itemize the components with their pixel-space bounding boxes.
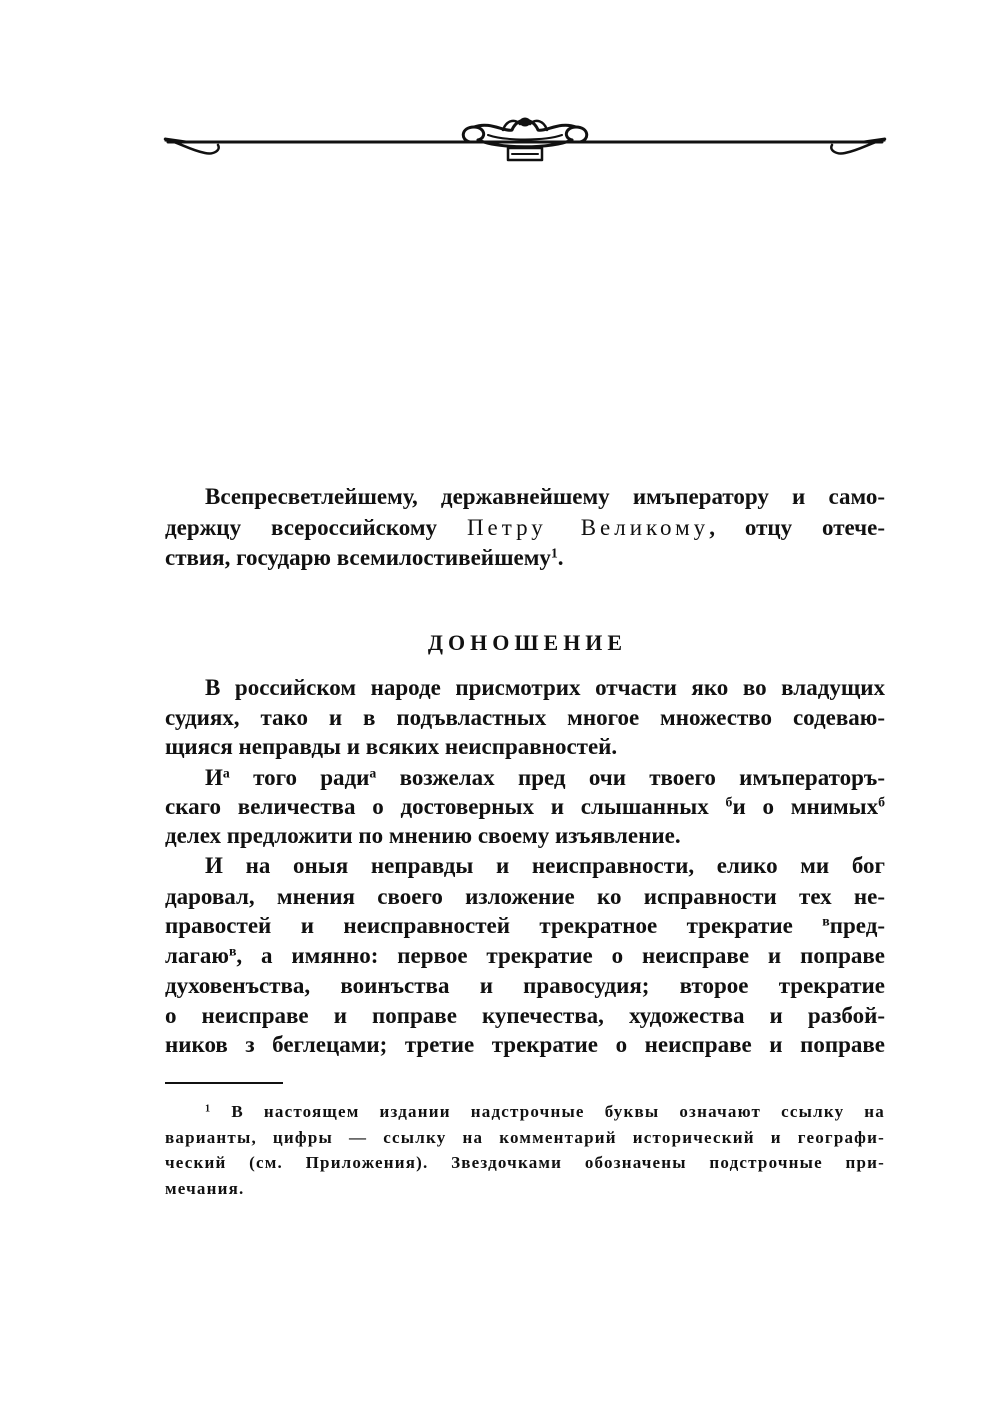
footnote-line-3: ческий (см. Приложения). Звездочками обозначены подстрочные при- (165, 1153, 885, 1172)
paragraph-3-line-5: духовенъства, воинъства и правосудия; второе трекратие (165, 973, 885, 998)
dedication-line-1: Всепресветлейшему, державнейшему имъператору и само- (205, 484, 885, 509)
paragraph-1-line-3: щияся неправды и всяких неисправностей. (165, 734, 618, 759)
paragraph-text: правостей и неисправностей трекратное трекратие (165, 913, 823, 938)
variant-mark: в (228, 943, 237, 959)
paragraph-2-line-3: делех предложити по мнению своему изъявление. (165, 823, 681, 848)
paragraph-2-line-1 (165, 763, 885, 793)
footnote-number: 1 (205, 1103, 212, 1115)
dedication-text: держцу всероссийскому (165, 515, 467, 540)
paragraph-3-line-4 (165, 941, 885, 971)
variant-mark: в (822, 913, 830, 929)
footnote-rule (165, 1082, 283, 1084)
text-block (165, 0, 885, 1418)
dedication-text: ствия, государю всемилостивейшему (165, 545, 551, 570)
variant-mark: а (369, 765, 377, 781)
footnote-line-1 (165, 1099, 885, 1125)
paragraph-text: и о мнимых (732, 794, 879, 819)
paragraph-text: того ради (229, 765, 370, 790)
paragraph-1-line-1: В российском народе присмотрих отчасти яко во владущих (205, 675, 885, 700)
paragraph-text: лагаю (165, 943, 229, 968)
paragraph-text: скаго величества о достоверных и слышанных (165, 794, 726, 819)
footnote-line-4: мечания. (165, 1179, 245, 1198)
paragraph-3-line-2: даровал, мнения своего изложение ко исправности тех не- (165, 884, 885, 909)
footnote-text: В настоящем издании надстрочные буквы означают ссылку на (211, 1102, 885, 1121)
paragraph-3-line-1: И на оныя неправды и неисправности, елико ми бог (205, 853, 885, 878)
paragraph-3-line-7: ников з беглецами; третие трекратие о неисправе и поправе (165, 1032, 885, 1057)
dedication-text: , отцу отече- (709, 515, 886, 540)
dedication-name: Петру Великому (466, 515, 710, 540)
variant-mark: б (878, 794, 885, 810)
dedication-line-3 (165, 543, 885, 573)
dedication-line-2 (165, 513, 885, 543)
dedication-text: . (557, 545, 564, 570)
variant-mark: б (725, 794, 733, 810)
paragraph-text: возжелах пред очи твоего имъператоръ- (376, 765, 885, 790)
footnote-line-2: варианты, цифры — ссылку на комментарий исторический и географи- (165, 1128, 885, 1147)
paragraph-text: , а имянно: первое трекратие о неисправе и поправе (236, 943, 885, 968)
paragraph-text: пред- (829, 913, 885, 938)
paragraph-1-line-2: судиях, тако и в подъвластных многое множество содеваю- (165, 705, 885, 730)
section-heading: ДОНОШЕНИЕ (427, 630, 628, 655)
variant-mark: а (222, 765, 230, 781)
paragraph-3-line-6: о неисправе и поправе купечества, художества и разбой- (165, 1003, 885, 1028)
footnote-reference: 1 (550, 545, 558, 561)
paragraph-2-line-2 (165, 792, 885, 822)
paragraph-3-line-3 (165, 911, 885, 941)
paragraph-text: И (205, 765, 223, 790)
